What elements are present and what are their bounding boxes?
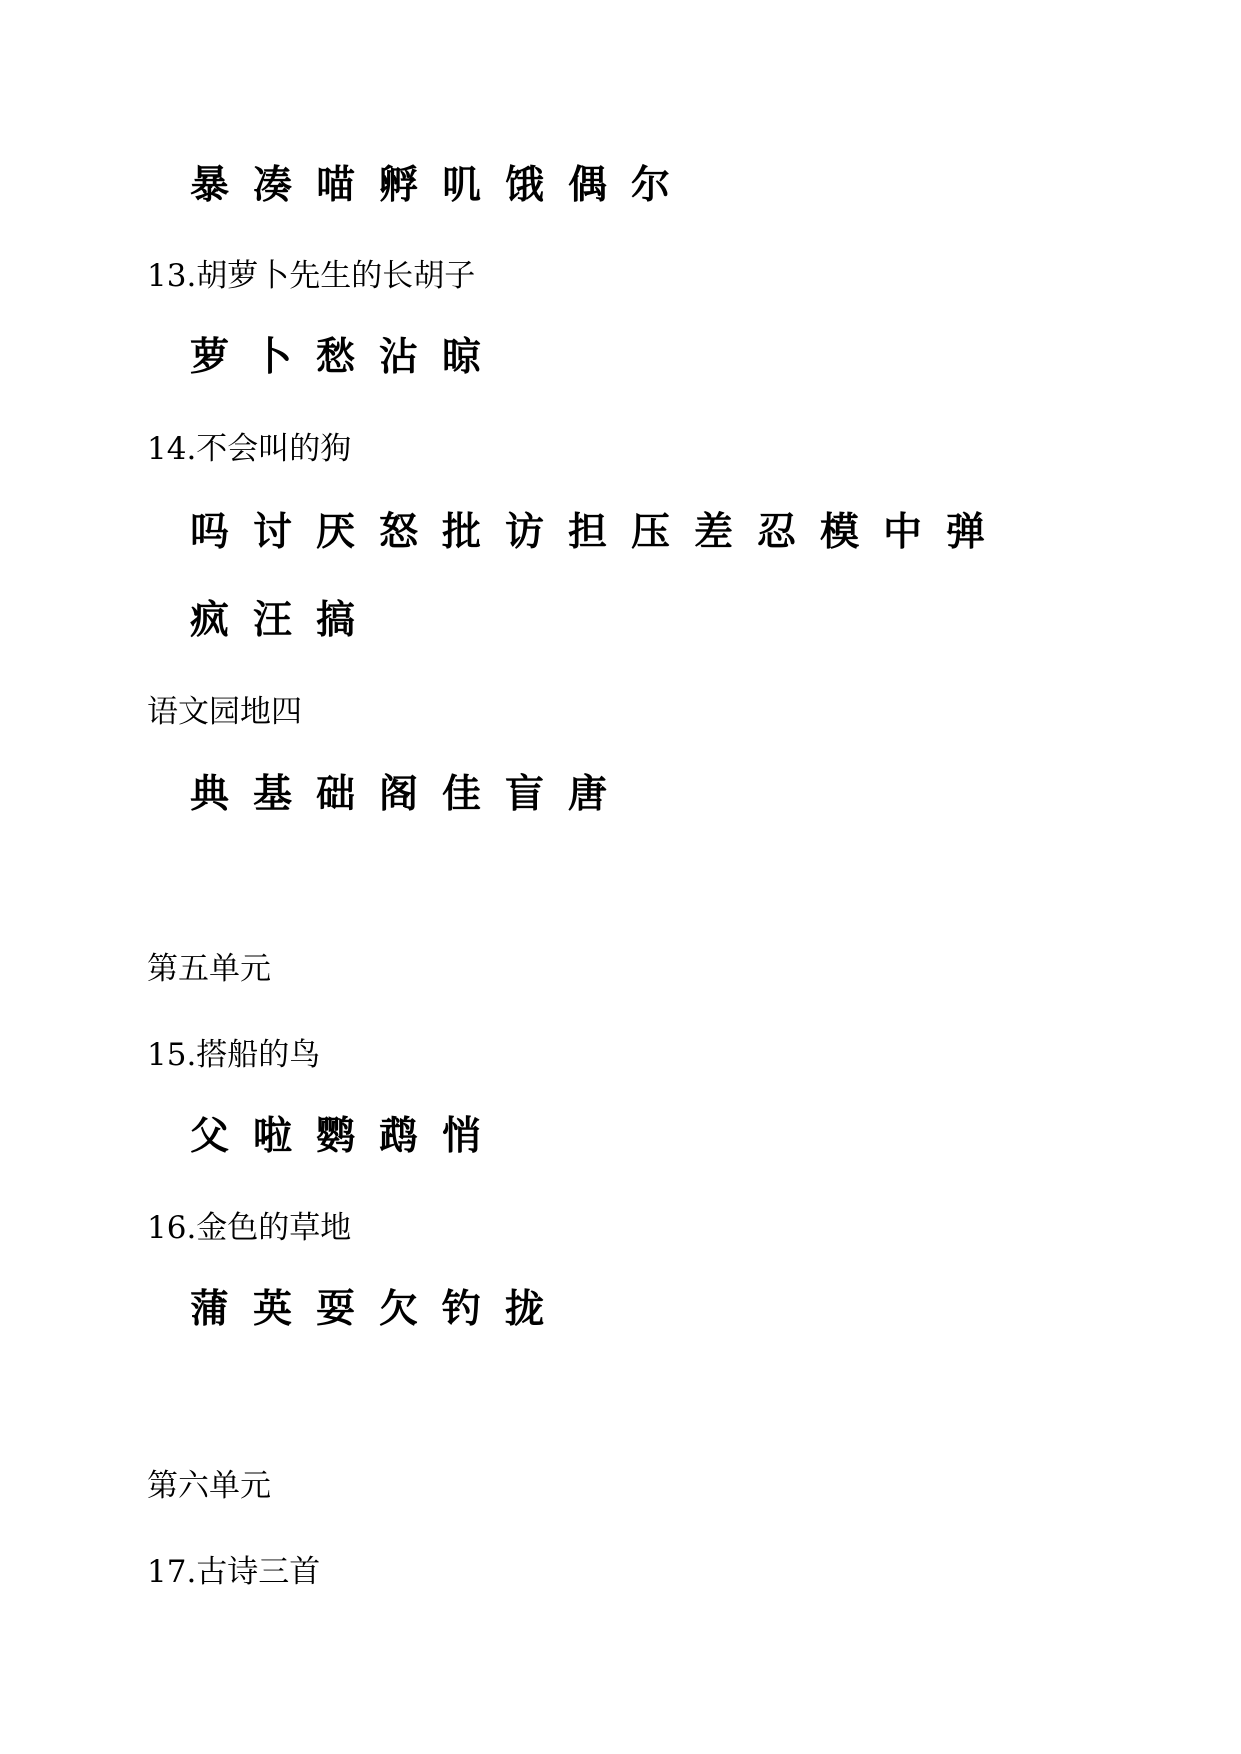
char-row-6 xyxy=(190,1111,505,1161)
vocab-character: 模 xyxy=(820,509,860,555)
vocab-character: 批 xyxy=(442,509,482,555)
vocab-character: 萝 xyxy=(190,334,230,380)
vocab-character: 典 xyxy=(190,771,230,817)
unit-5-heading: 第五单元 xyxy=(147,951,271,987)
vocab-character: 叽 xyxy=(442,162,482,208)
vocab-character: 啦 xyxy=(253,1113,293,1159)
char-row-7 xyxy=(190,1284,568,1334)
vocab-character: 钓 xyxy=(442,1286,482,1332)
lesson-14-heading: 14.不会叫的狗 xyxy=(147,431,352,467)
vocab-character: 英 xyxy=(253,1286,293,1332)
vocab-character: 担 xyxy=(568,509,608,555)
vocab-character: 欠 xyxy=(379,1286,419,1332)
vocab-character: 压 xyxy=(631,509,671,555)
vocab-character: 佳 xyxy=(442,771,482,817)
vocab-character: 盲 xyxy=(505,771,545,817)
vocab-character: 饿 xyxy=(505,162,545,208)
vocab-character: 忍 xyxy=(757,509,797,555)
vocab-character: 耍 xyxy=(316,1286,356,1332)
yuwen-yuandi-4-heading: 语文园地四 xyxy=(147,694,302,730)
vocab-character: 尔 xyxy=(631,162,671,208)
vocab-character: 悄 xyxy=(442,1113,482,1159)
vocab-character: 疯 xyxy=(190,597,230,643)
vocab-character: 唐 xyxy=(568,771,608,817)
vocab-character: 厌 xyxy=(316,509,356,555)
vocab-character: 偶 xyxy=(568,162,608,208)
vocab-character: 凑 xyxy=(253,162,293,208)
vocab-character: 暴 xyxy=(190,162,230,208)
vocab-character: 讨 xyxy=(253,509,293,555)
vocab-character: 弹 xyxy=(946,509,986,555)
char-row-5 xyxy=(190,769,631,819)
vocab-character: 怒 xyxy=(379,509,419,555)
vocab-character: 鹉 xyxy=(379,1113,419,1159)
char-row-2 xyxy=(190,332,505,382)
lesson-16-heading: 16.金色的草地 xyxy=(147,1210,352,1246)
vocab-character: 汪 xyxy=(253,597,293,643)
vocab-character: 基 xyxy=(253,771,293,817)
vocab-character: 础 xyxy=(316,771,356,817)
vocab-character: 鹦 xyxy=(316,1113,356,1159)
vocab-character: 父 xyxy=(190,1113,230,1159)
char-row-4 xyxy=(190,595,379,645)
lesson-17-heading: 17.古诗三首 xyxy=(147,1554,321,1590)
vocab-character: 晾 xyxy=(442,334,482,380)
vocab-character: 吗 xyxy=(190,509,230,555)
vocab-character: 访 xyxy=(505,509,545,555)
vocab-character: 搞 xyxy=(316,597,356,643)
vocab-character: 卜 xyxy=(253,334,293,380)
vocab-character: 孵 xyxy=(379,162,419,208)
vocab-character: 阁 xyxy=(379,771,419,817)
lesson-15-heading: 15.搭船的鸟 xyxy=(147,1037,321,1073)
char-row-1 xyxy=(190,160,694,210)
unit-6-heading: 第六单元 xyxy=(147,1468,271,1504)
lesson-13-heading: 13.胡萝卜先生的长胡子 xyxy=(147,258,476,294)
vocab-character: 喵 xyxy=(316,162,356,208)
vocab-character: 差 xyxy=(694,509,734,555)
vocab-character: 蒲 xyxy=(190,1286,230,1332)
vocab-character: 愁 xyxy=(316,334,356,380)
vocab-character: 沾 xyxy=(379,334,419,380)
vocab-character: 拢 xyxy=(505,1286,545,1332)
vocab-character: 中 xyxy=(883,509,923,555)
char-row-3 xyxy=(190,507,1009,557)
